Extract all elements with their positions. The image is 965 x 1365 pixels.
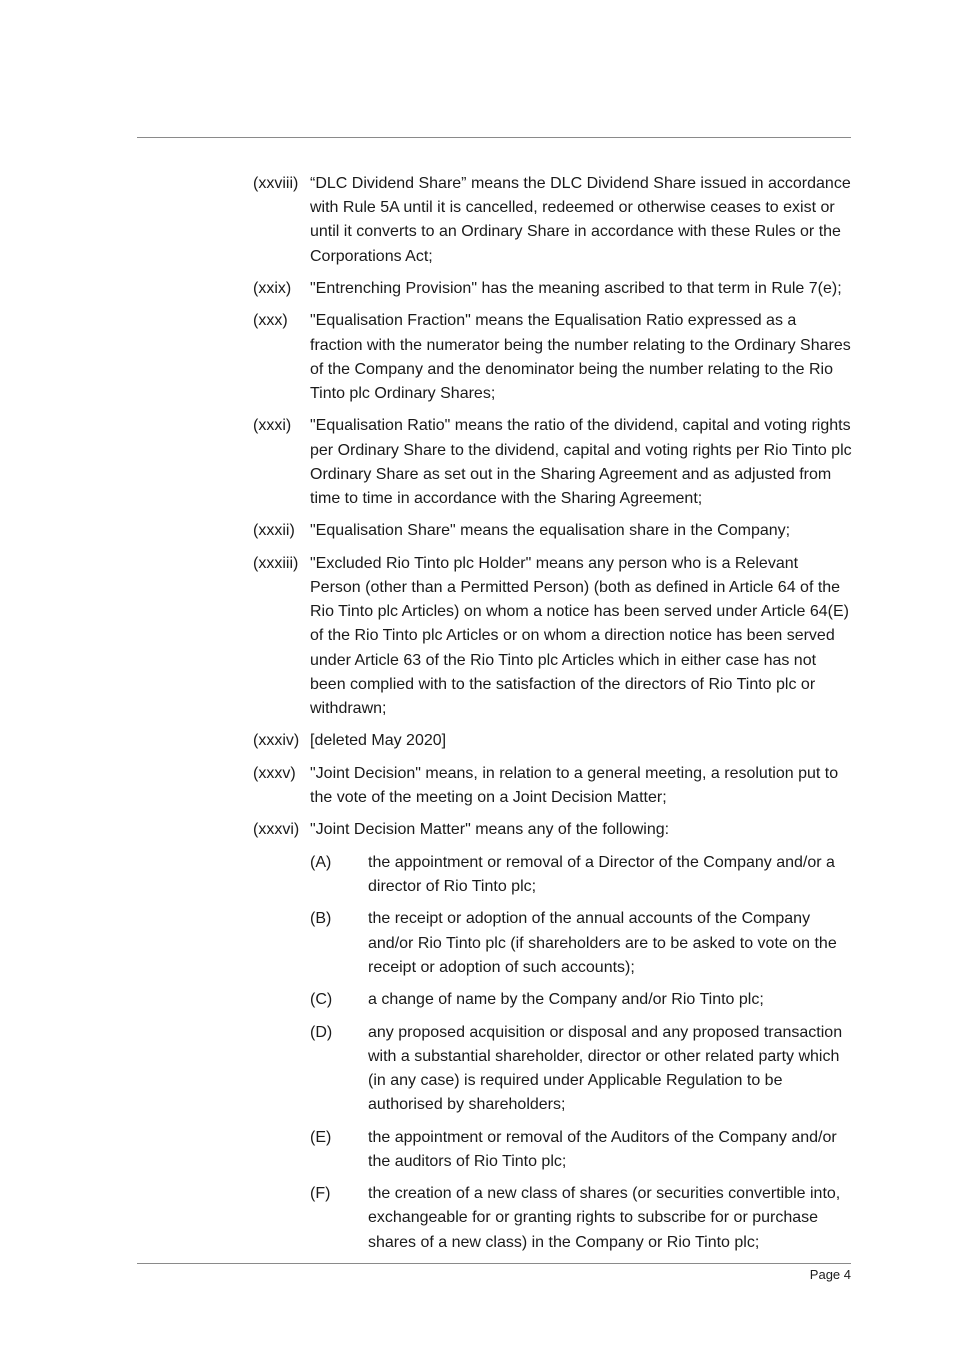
definition-xxx bbox=[253, 309, 853, 406]
clause-number: (xxx) bbox=[253, 312, 288, 330]
clause-text: “DLC Dividend Share” means the DLC Dividend Share issued in accordance with Rule 5A until it is cancelled, redeemed or otherwise ceases to exist or until it converts to an Ordinary Share in accordance with these Rules or the Corporations Act; bbox=[310, 175, 851, 265]
clause-number: (xxix) bbox=[253, 280, 292, 297]
footer-rule bbox=[137, 1263, 851, 1264]
clause-text: "Equalisation Ratio" means the ratio of the dividend, capital and voting rights per Ordinary Share to the dividend, capital and voting rights per Rio Tinto plc Ordinary Share as set out in the Sharing Agreement and as adjusted from time to time in accordance with the Sharing Agreement; bbox=[310, 417, 852, 507]
clause-number: (xxxv) bbox=[253, 764, 296, 782]
sub-clause-text: a change of name by the Company and/or Rio Tinto plc; bbox=[368, 991, 764, 1009]
definition-xxxiii bbox=[253, 552, 853, 721]
header-rule bbox=[137, 137, 851, 138]
clause-text: [deleted May 2020] bbox=[310, 732, 447, 750]
clause-text: "Joint Decision" means, in relation to a general meeting, a resolution put to the vote of the meeting on a Joint Decision Matter; bbox=[310, 764, 839, 806]
clause-number: (xxviii) bbox=[253, 175, 299, 192]
sub-clause-text: the appointment or removal of a Director of the Company and/or a director of Rio Tinto plc; bbox=[368, 853, 835, 895]
clause-number: (xxxvi) bbox=[253, 821, 300, 839]
sub-clause-number: (B) bbox=[310, 910, 332, 928]
sub-clause-number: (D) bbox=[310, 1023, 333, 1041]
clause-number: (xxxii) bbox=[253, 522, 295, 540]
joint-decision-item-e bbox=[310, 1126, 853, 1174]
clause-number: (xxxiv) bbox=[253, 732, 300, 750]
definition-xxix bbox=[253, 277, 853, 301]
clause-text: "Excluded Rio Tinto plc Holder" means any person who is a Relevant Person (other than a Permitted Person) (both as defined in Article 64 of the Rio Tinto plc Articles) on whom a notice has been served under Article 64(E) of the Rio Tinto plc Articles or on whom a direction notice has been served under Article 63 of the Rio Tinto plc Articles which in either case has not been complied with to the satisfaction of the directors of Rio Tinto plc or withdrawn; bbox=[310, 554, 849, 717]
definition-xxxvi bbox=[253, 818, 853, 842]
joint-decision-item-c bbox=[310, 988, 853, 1012]
sub-clause-number: (F) bbox=[310, 1185, 331, 1203]
clause-number: (xxxiii) bbox=[253, 554, 299, 572]
sub-clause-text: any proposed acquisition or disposal and any proposed transaction with a substantial shareholder, director or other related party which (in any case) is required under Applicable Regulation to be authorised by shareholders; bbox=[368, 1023, 843, 1114]
definition-xxxiv bbox=[253, 729, 853, 753]
sub-clause-number: (E) bbox=[310, 1128, 332, 1146]
document-body bbox=[253, 172, 853, 1263]
joint-decision-item-f bbox=[310, 1182, 853, 1255]
sub-clause-number: (C) bbox=[310, 991, 333, 1009]
sub-clause-number: (A) bbox=[310, 853, 332, 871]
definition-xxxv bbox=[253, 762, 853, 810]
joint-decision-item-a bbox=[310, 851, 853, 899]
sub-clause-text: the receipt or adoption of the annual accounts of the Company and/or Rio Tinto plc (if shareholders are to be asked to vote on the receipt or adoption of such accounts); bbox=[368, 910, 837, 976]
sub-clause-text: the creation of a new class of shares (or securities convertible into, exchangeable for or granting rights to subscribe for or purchase shares of a new class) in the Company or Rio Tinto plc; bbox=[368, 1185, 841, 1251]
clause-number: (xxxi) bbox=[253, 417, 292, 435]
clause-text: "Equalisation Fraction" means the Equalisation Ratio expressed as a fraction with the numerator being the number relating to the Ordinary Shares of the Company and the denominator being the number relating to the Rio Tinto plc Ordinary Shares; bbox=[310, 312, 851, 402]
clause-text: "Entrenching Provision" has the meaning ascribed to that term in Rule 7(e); bbox=[310, 280, 842, 297]
definition-xxxii bbox=[253, 519, 853, 543]
definition-xxxi bbox=[253, 414, 853, 511]
joint-decision-item-b bbox=[310, 907, 853, 980]
page-number: Page 4 bbox=[809, 1267, 851, 1282]
clause-text: "Equalisation Share" means the equalisation share in the Company; bbox=[310, 522, 791, 540]
sub-clause-text: the appointment or removal of the Auditors of the Company and/or the auditors of Rio Tinto plc; bbox=[368, 1128, 837, 1170]
clause-text: "Joint Decision Matter" means any of the following: bbox=[310, 821, 670, 839]
definition-xxviii bbox=[253, 172, 853, 269]
joint-decision-item-d bbox=[310, 1021, 853, 1118]
